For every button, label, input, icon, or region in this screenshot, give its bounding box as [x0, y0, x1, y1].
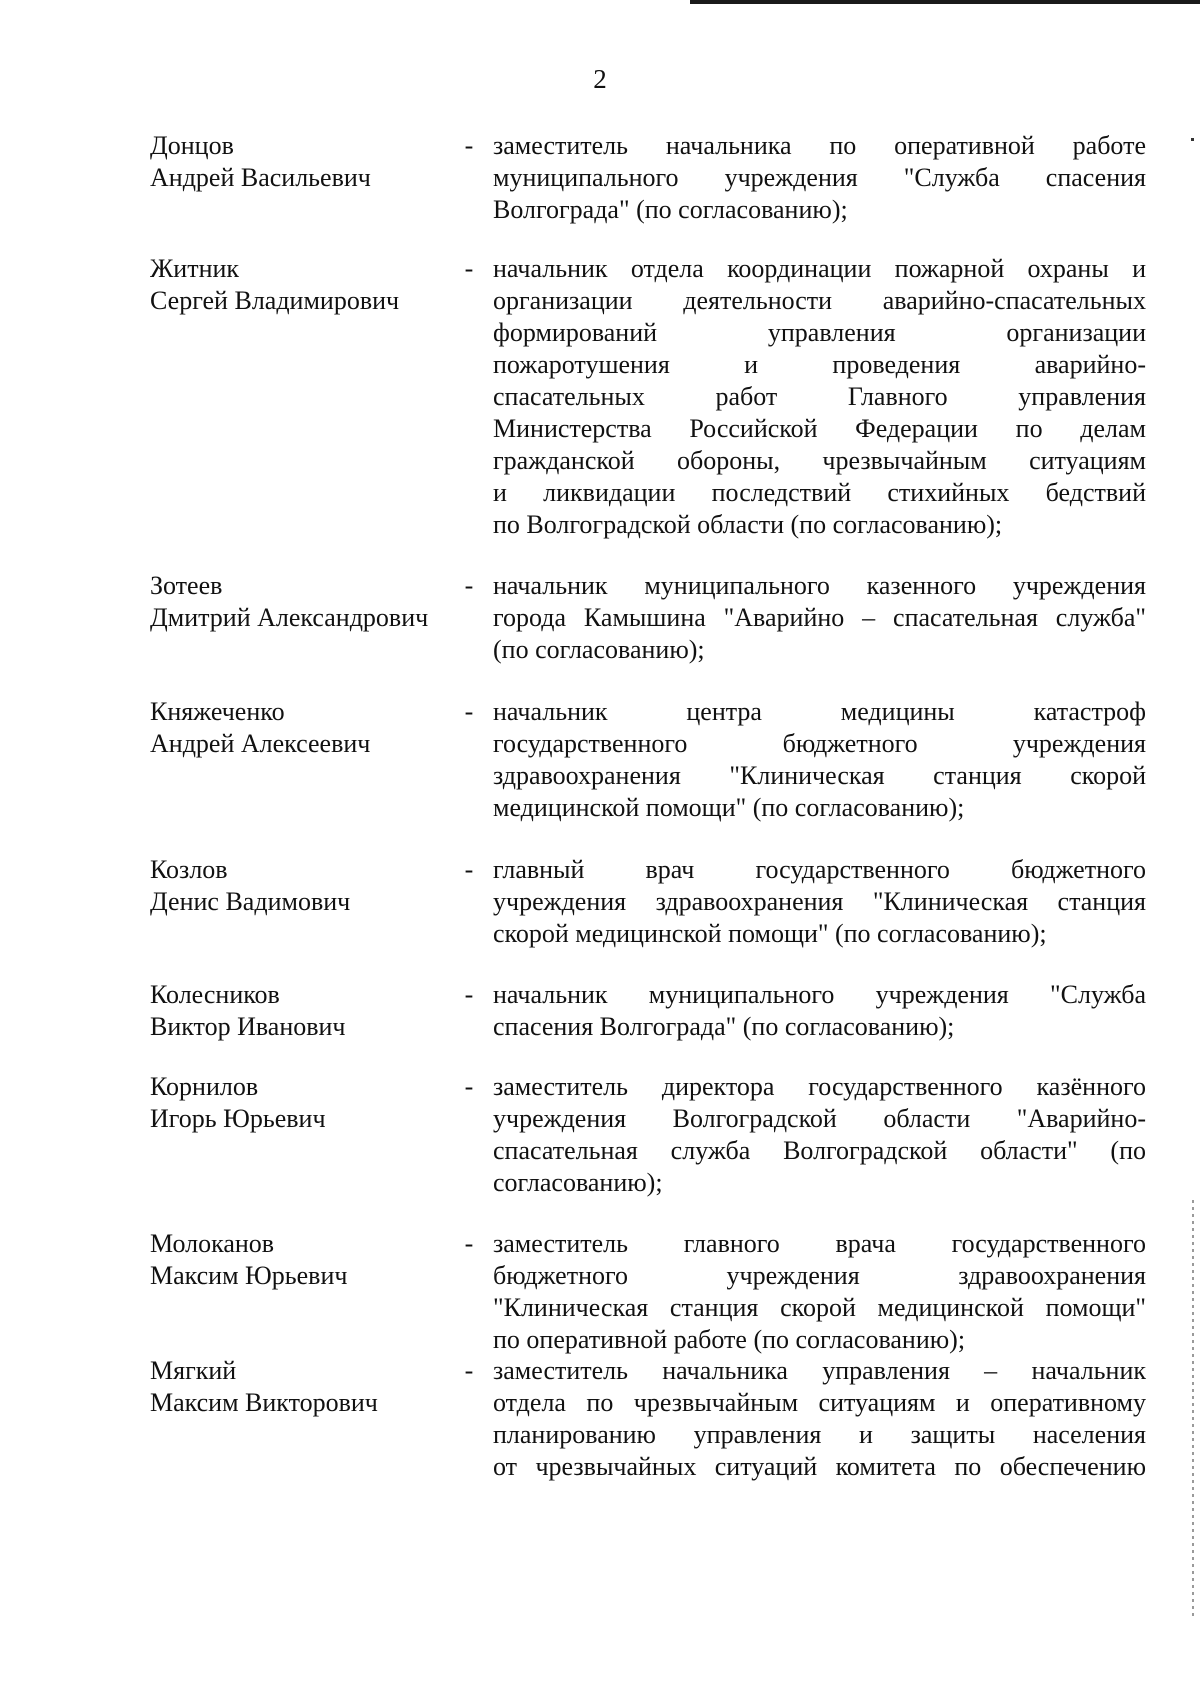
- role-line: города Камышина "Аварийно – спасательная служба": [493, 603, 1146, 632]
- given-name: Максим Юрьевич: [150, 1261, 348, 1290]
- surname: Зотеев: [150, 571, 223, 600]
- surname: Мягкий: [150, 1356, 237, 1385]
- position-description: [493, 1071, 1146, 1199]
- role-line: заместитель начальника по оперативной работе: [493, 131, 1146, 160]
- dash: -: [464, 254, 474, 283]
- person-name: [150, 130, 450, 194]
- position-description: [493, 253, 1146, 541]
- dash: -: [464, 1356, 474, 1385]
- position-description: [493, 1228, 1146, 1356]
- given-name: Сергей Владимирович: [150, 286, 400, 315]
- surname: Корнилов: [150, 1072, 259, 1101]
- role-line: Министерства Российской Федерации по делам: [493, 414, 1146, 443]
- role-line: бюджетного учреждения здравоохранения: [493, 1261, 1146, 1290]
- dash: -: [464, 855, 474, 884]
- dash: -: [464, 571, 474, 600]
- dash: -: [464, 1229, 474, 1258]
- role-line: учреждения здравоохранения "Клиническая станция: [493, 887, 1146, 916]
- role-line: согласованию);: [493, 1168, 663, 1197]
- person-name: [150, 1071, 450, 1135]
- role-line: спасения Волгограда" (по согласованию);: [493, 1012, 955, 1041]
- role-line: учреждения Волгоградской области "Аварийно-: [493, 1104, 1146, 1133]
- role-line: пожаротушения и проведения аварийно-: [493, 350, 1146, 379]
- surname: Колесников: [150, 980, 280, 1009]
- role-line: (по согласованию);: [493, 635, 705, 664]
- position-description: [493, 696, 1146, 824]
- role-line: скорой медицинской помощи" (по согласованию);: [493, 919, 1047, 948]
- position-description: [493, 570, 1146, 666]
- role-line: заместитель начальника управления – начальник: [493, 1356, 1146, 1385]
- person-name: [150, 854, 450, 918]
- given-name: Андрей Алексеевич: [150, 729, 371, 758]
- role-line: "Клиническая станция скорой медицинской помощи": [493, 1293, 1146, 1322]
- position-description: [493, 854, 1146, 950]
- surname: Донцов: [150, 131, 234, 160]
- role-line: по оперативной работе (по согласованию);: [493, 1325, 966, 1354]
- dash: -: [464, 1072, 474, 1101]
- role-line: муниципального учреждения "Служба спасения: [493, 163, 1146, 192]
- dash: -: [464, 980, 474, 1009]
- role-line: заместитель главного врача государственного: [493, 1229, 1146, 1258]
- role-line: начальник центра медицины катастроф: [493, 697, 1146, 726]
- role-line: отдела по чрезвычайным ситуациям и оперативному: [493, 1388, 1146, 1417]
- role-line: начальник отдела координации пожарной охраны и: [493, 254, 1146, 283]
- role-line: планированию управления и защиты населения: [493, 1420, 1146, 1449]
- person-name: [150, 570, 450, 634]
- person-name: [150, 253, 450, 317]
- role-line: главный врач государственного бюджетного: [493, 855, 1146, 884]
- given-name: Денис Вадимович: [150, 887, 351, 916]
- role-line: гражданской обороны, чрезвычайным ситуациям: [493, 446, 1146, 475]
- scan-right-edge: [1192, 1200, 1194, 1620]
- role-line: здравоохранения "Клиническая станция скорой: [493, 761, 1146, 790]
- role-line: медицинской помощи" (по согласованию);: [493, 793, 965, 822]
- role-line: заместитель директора государственного казённого: [493, 1072, 1146, 1101]
- role-line: государственного бюджетного учреждения: [493, 729, 1146, 758]
- dash: -: [464, 131, 474, 160]
- person-name: [150, 1355, 450, 1419]
- role-line: Волгограда" (по согласованию);: [493, 195, 848, 224]
- role-line: от чрезвычайных ситуаций комитета по обеспечению: [493, 1452, 1146, 1481]
- role-line: организации деятельности аварийно-спасательных: [493, 286, 1146, 315]
- surname: Житник: [150, 254, 240, 283]
- surname: Княжеченко: [150, 697, 285, 726]
- role-line: и ликвидации последствий стихийных бедствий: [493, 478, 1146, 507]
- role-line: спасательных работ Главного управления: [493, 382, 1146, 411]
- given-name: Андрей Васильевич: [150, 163, 371, 192]
- given-name: Виктор Иванович: [150, 1012, 346, 1041]
- person-name: [150, 696, 450, 760]
- given-name: Игорь Юрьевич: [150, 1104, 326, 1133]
- role-line: по Волгоградской области (по согласованию);: [493, 510, 1003, 539]
- scan-speck: [1191, 138, 1194, 141]
- role-line: спасательная служба Волгоградской области" (по: [493, 1136, 1146, 1165]
- person-name: [150, 979, 450, 1043]
- given-name: Дмитрий Александрович: [150, 603, 429, 632]
- surname: Козлов: [150, 855, 228, 884]
- scan-top-border: [690, 0, 1200, 4]
- role-line: начальник муниципального казенного учреждения: [493, 571, 1146, 600]
- surname: Молоканов: [150, 1229, 275, 1258]
- role-line: формирований управления организации: [493, 318, 1146, 347]
- role-line: начальник муниципального учреждения "Служба: [493, 980, 1146, 1009]
- page-number: 2: [593, 64, 607, 94]
- dash: -: [464, 697, 474, 726]
- given-name: Максим Викторович: [150, 1388, 378, 1417]
- position-description: [493, 979, 1146, 1043]
- position-description: [493, 1355, 1146, 1483]
- position-description: [493, 130, 1146, 226]
- person-name: [150, 1228, 450, 1292]
